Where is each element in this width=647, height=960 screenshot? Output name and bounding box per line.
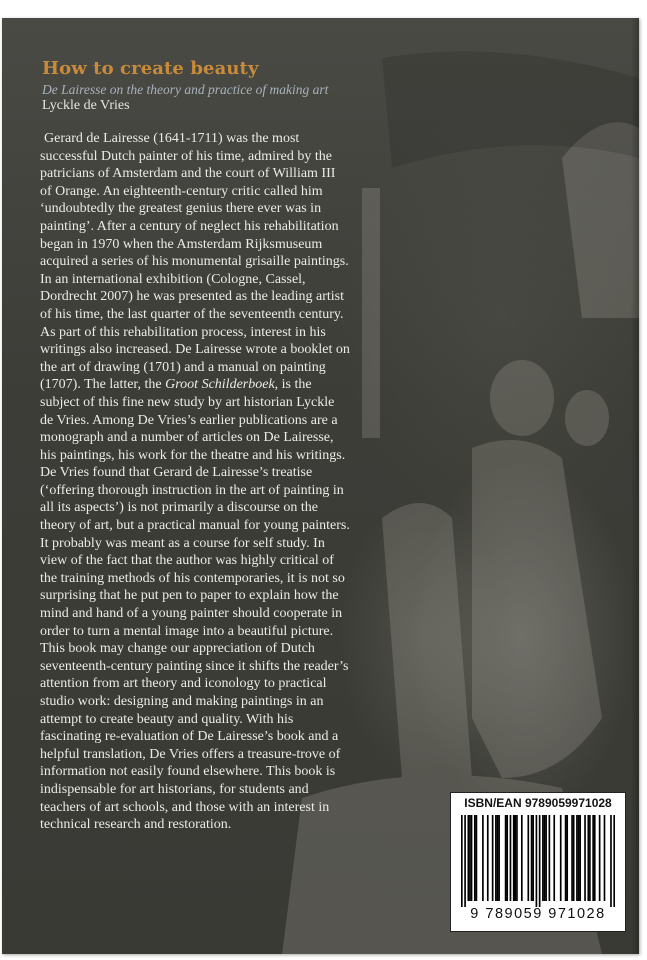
isbn-number: 9 789059 971028 [470,906,606,922]
barcode-bar [492,815,494,901]
isbn-label: ISBN/EAN 9789059971028 [464,796,612,810]
blurb-text [40,130,350,834]
book-back-cover [2,18,639,954]
barcode-bar [497,815,499,901]
blurb-p1-start: Gerard de Lairesse (1641-1711) was the most successful Dutch painter of his time, admired by the patricians of Amsterdam and the court of William III of Orange. An eighteenth-century critic called him ‘undoubtedly the greatest genius there ever was in painting’. After a century of neglect his rehabilitation began in 1970 when the Amsterdam Rijksmuseum acquired a series of his monumental grisaille paintings. In an international exhibition (Cologne, Cassel, Dordrecht 2007) he was presented as the leading artist of his time, the last quarter of the seventeenth century. As part of this rehabilitation process, interest in his writings also increased. De Lairesse wrote a booklet on the art of drawing (1701) and a manual on painting (1707). The latter, the [40,131,350,393]
barcode-bar [589,815,591,901]
barcode-bar [464,815,466,907]
blurb-paragraph [40,130,350,464]
barcode-bar [532,815,534,901]
barcode-bar [610,815,612,907]
barcode-bar [516,815,518,901]
barcode-bar [505,815,507,901]
book-subtitle: De Lairesse on the theory and practice of making art [42,82,329,97]
barcode-bar [531,815,533,901]
barcode-bar [521,815,523,901]
barcode-bar [578,815,580,901]
barcode-bars [461,815,615,907]
barcode-bar [565,815,567,901]
barcode-bar [587,815,589,901]
barcode-bar [469,815,471,901]
barcode-bar [476,815,478,901]
barcode-bar [599,815,601,901]
barcode-bar [513,815,515,901]
blurb-p1-end: , is the subject of this fine new study by art historian Lyckle de Vries. Among De Vries’s earlier publications are a monograph and a number of articles on De Lairesse, his paintings, his work for the theatre and his writings. [40,377,346,463]
barcode-bar [573,815,575,901]
barcode-bar [566,815,568,901]
barcode-bar [592,815,594,901]
book-author: Lyckle de Vries [42,98,130,113]
barcode-bar [549,815,551,901]
barcode-bar [536,815,538,907]
blurb-paragraph: De Vries found that Gerard de Lairesse’s treatise (‘offering thorough instruction in the art of painting in all its aspects’) is not primarily a discourse on the theory of art, but a practical manual for young painters. It probably was meant as a course for self study. In view of the fact that the author was highly critical of the training methods of his contemporaries, it is not so surprising that he put pen to paper to explain how the mind and hand of a young painter should cooperate in order to turn a mental image into a beautiful picture. [40,465,350,639]
barcode-bar [560,815,562,901]
barcode-bar [510,815,512,901]
barcode-bar [539,815,541,907]
barcode-bar [471,815,473,901]
barcode-bar [487,815,489,901]
blurb-paragraph: This book may change our appreciation of Dutch seventeenth-century painting since it shifts the reader’s attention from art theory and iconology to practical studio work: designing and making paintings in an attempt to create beauty and quality. With his fascinating re-evaluation of De Lairesse’s book and a helpful translation, De Vries offers a treasure-trove of information not easily found elsewhere. This book is indispensable for art historians, for students and teachers of art schools, and those with an interest in technical research and restoration. [40,641,349,833]
book-title: How to create beauty [42,58,259,79]
barcode-bar [461,815,463,907]
barcode-bar [514,815,516,901]
barcode-bar [495,815,497,901]
barcode-bar [579,815,581,901]
barcode-bar [467,815,469,901]
barcode-bar [613,815,615,907]
barcode-bar [594,815,596,901]
blurb-p1-italic-title: Groot Schilderboek [165,377,275,393]
barcode-bar [506,815,508,901]
barcode-bar [482,815,484,901]
barcode-bar [604,815,606,901]
barcode-bar [527,815,529,901]
barcode-bar [545,815,547,901]
barcode-bar [571,815,573,901]
barcode-bar [553,815,555,901]
barcode-bar [544,815,546,901]
barcode-bar [474,815,476,901]
barcode-bar [498,815,500,901]
barcode-bar [542,815,544,901]
barcode-bar [584,815,586,901]
barcode-bar [576,815,578,901]
isbn-barcode [450,792,626,932]
